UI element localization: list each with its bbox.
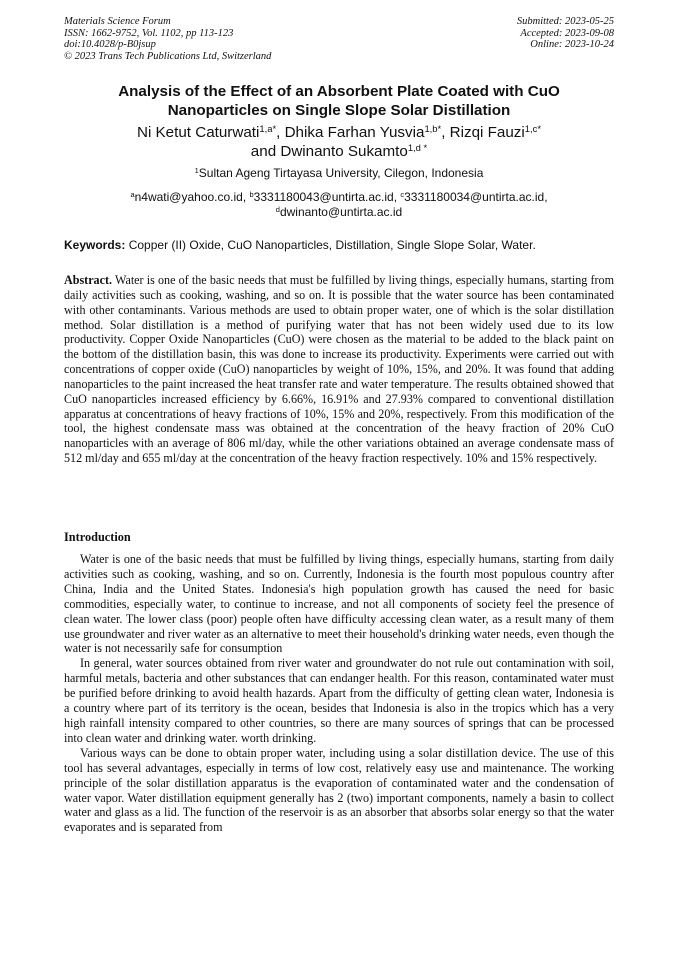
email-line-2 [64, 205, 614, 220]
keywords-text: Copper (II) Oxide, CuO Nanoparticles, Distillation, Single Slope Solar, Water. [128, 238, 536, 252]
paper-title [64, 83, 614, 120]
journal-issn: ISSN: 1662-9752, Vol. 1102, pp 113-123 [64, 27, 234, 39]
email-marker: d [275, 204, 280, 214]
keywords-label: Keywords: [64, 238, 126, 252]
accepted-date: Accepted: 2023-09-08 [520, 27, 614, 39]
email-address: dwinanto@untirta.ac.id [279, 204, 403, 219]
author-name: Rizqi Fauzi [449, 124, 525, 141]
keywords [64, 238, 614, 252]
paragraph: Various ways can be done to obtain proper water, including using a solar distillation device. The use of this tool has several advantages, especially in terms of low cost, relatively easy use and maintenance. The working principle of the solar distillation apparatus is the evaporation of contaminated water and the condensation of water vapor. Water distillation equipment generally has 2 (two) important components, namely a basin to collect water and glass as a lid. The function of the reservoir is as an absorber that absorbs solar energy so that the water evaporates and is separated from [64, 745, 614, 835]
author-separator: , [441, 124, 450, 141]
introduction-body [64, 552, 614, 835]
submission-dates [517, 16, 614, 51]
affiliation [64, 166, 614, 180]
email-separator: , [393, 190, 401, 204]
author-affil-marker: 1,c* [524, 122, 541, 134]
paragraph: Water is one of the basic needs that must be fulfilled by living things, especially humans, starting from daily activities such as cooking, washing, and so on. Currently, Indonesia is the fourth most populous country after China, India and the United States. Indonesia's high population growth has caused the need for basic commodities, especially water, to continue to increase, and not all components of society feel the presence of clean water. The lower class (poor) people often have difficulty accessing clean water, as a result many of them use groundwater and river water as an alternative to meet their household's drinking water needs, even though the water is not necessarily safe for consumption [64, 552, 614, 656]
email-separator: , [544, 190, 548, 204]
abstract-text: Water is one of the basic needs that must be fulfilled by living things, especially humans, starting from daily activities such as cooking, washing, and so on. It is possible that the water source has been contaminated with other contaminants. Various methods are used to obtain proper water, one of which is the solar distillation method. Solar distillation is a method of purifying water that has not been widely used due to its low productivity. Copper Oxide Nanoparticles (CuO) were chosen as the material to be added to the black paint on the bottom of the distillation basin, this was done to increase its productivity. Experiments were carried out with concentrations of copper oxide (CuO) nanoparticles by weight of 10%, 15%, and 20%. It was found that adding nanoparticles to the paint increased the heat transfer rate and water temperature. The results obtained showed that CuO nanoparticles increased efficiency by 6.66%, 16.91% and 27.93% compared to conventional distillation apparatus at concentrations of heavy fractions of 10%, 15% and 20%, respectively. From this modification of the tool, the highest condensate mass was obtained at the concentration of the heavy fraction of 20% CuO nanoparticles with an average of 806 ml/day, while the other variations obtained an average condensate mass of 512 ml/day and 655 ml/day at the concentration of the heavy fraction respectively. 10% and 15% respectively. [64, 273, 614, 466]
email-marker: c [400, 189, 405, 199]
author-list [64, 124, 614, 161]
paragraph: In general, water sources obtained from river water and groundwater do not rule out contamination with soil, harmful metals, bacteria and other substances that can endanger health. For this reason, contaminated water must be purified before drinking to avoid health hazards. Apart from the difficulty of getting clean water, Indonesia is a country where part of its territory is the ocean, besides that Indonesia is also in the tropics which has a very high rainfall intensity compared to other countries, so there are many sources of springs that can be processed into clean water and drinking water. worth drinking. [64, 656, 614, 745]
online-date: Online: 2023-10-24 [530, 39, 614, 50]
email-separator: , [242, 190, 250, 204]
author-line-2 [64, 143, 614, 162]
affiliation-text: Sultan Ageng Tirtayasa University, Cilegon, Indonesia [198, 166, 484, 180]
submitted-date: Submitted: 2023-05-25 [516, 16, 614, 27]
journal-name: Materials Science Forum [64, 16, 171, 27]
title-line-2: Nanoparticles on Single Slope Solar Distillation [167, 101, 511, 119]
author-affil-marker: 1,b* [424, 122, 442, 134]
affiliation-marker: 1 [194, 165, 199, 175]
author-affil-marker: 1,d * [407, 141, 428, 153]
abstract-label: Abstract. [64, 273, 113, 287]
author-affil-marker: 1,a* [259, 122, 277, 134]
email-address: 3331180034@untirta.ac.id [404, 190, 545, 204]
journal-doi: doi:10.4028/p-B0jsup [64, 39, 156, 50]
author-name: Ni Ketut Caturwati [136, 124, 260, 141]
author-separator: , [276, 124, 285, 141]
journal-copyright: © 2023 Trans Tech Publications Ltd, Switzerland [64, 50, 272, 62]
author-name: and Dwinanto Sukamto [250, 142, 408, 160]
abstract [64, 273, 614, 466]
author-line-1 [64, 124, 614, 143]
email-list [64, 190, 614, 219]
title-line-1: Analysis of the Effect of an Absorbent Plate Coated with CuO [118, 83, 560, 100]
journal-info [64, 16, 271, 62]
email-line-1 [64, 190, 614, 205]
email-address: n4wati@yahoo.co.id [134, 190, 243, 204]
introduction-heading: Introduction [64, 530, 131, 544]
email-marker: a [130, 189, 135, 199]
email-address: 3331180043@untirta.ac.id [253, 190, 394, 204]
author-name: Dhika Farhan Yusvia [284, 124, 425, 141]
email-marker: b [249, 189, 254, 199]
